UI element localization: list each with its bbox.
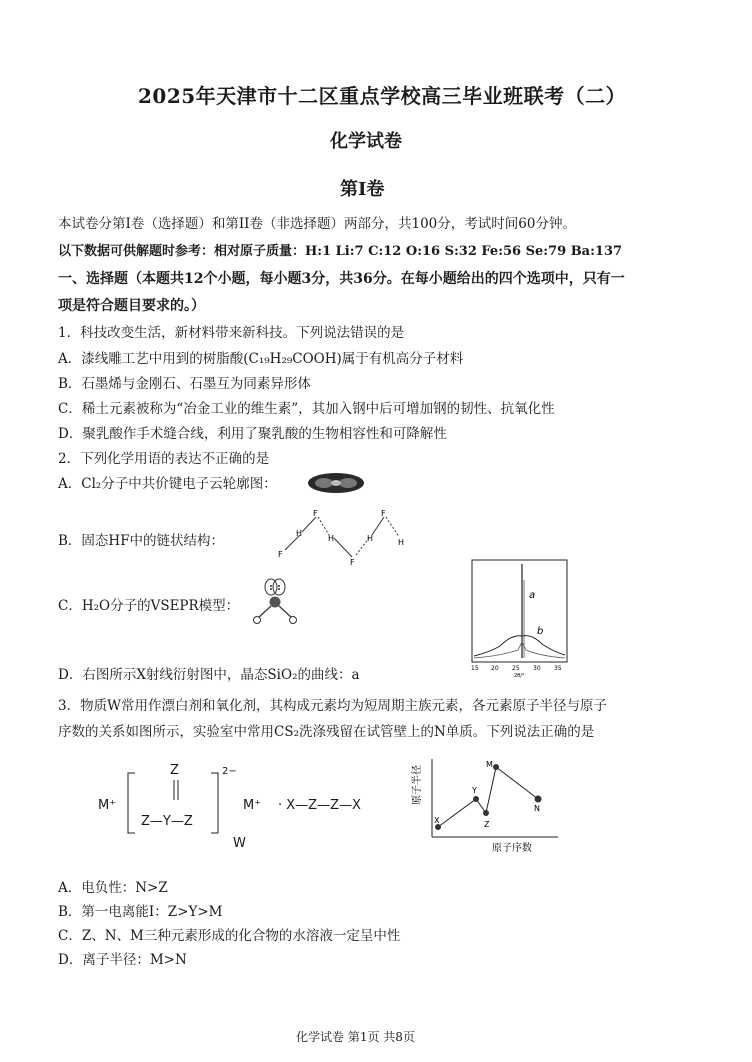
xrd-tick: 15 <box>471 665 479 672</box>
q2-option-a: A．Cl₂分子中共价键电子云轮廓图： <box>58 476 277 492</box>
intro-line-2: 以下数据可供解题时参考：相对原子质量：H:1 Li:7 C:12 O:16 S:32 Fe:56 Se:79 Ba:137 <box>58 244 623 259</box>
subject-title: 化学试卷 <box>330 131 402 152</box>
intro-line-1: 本试卷分第I卷（选择题）和第II卷（非选择题）两部分，共100分，考试时间60分钟。 <box>58 216 576 232</box>
q3-option-a: A．电负性：N>Z <box>58 880 168 896</box>
hf-atom-label: F <box>350 558 355 567</box>
q3-option-d: D．离子半径：M>N <box>58 952 187 968</box>
point-z-label: Z <box>484 820 490 829</box>
hf-atom-label: H <box>367 534 374 543</box>
xrd-axis-label: 2θ/° <box>514 673 525 678</box>
radius-atomic-number-graph <box>408 755 568 855</box>
hf-atom-label: H <box>328 534 335 543</box>
q1-option-c: C．稀土元素被称为“冶金工业的维生素”，其加入钢中后可增加钢的韧性、抗氧化性 <box>58 401 555 417</box>
section-heading-line-1: 一、选择题（本题共12个小题，每小题3分，共36分。在每小题给出的四个选项中，只有一 <box>58 271 625 287</box>
w-structure-formula <box>98 758 388 854</box>
q3-stem-line-2: 序数的关系如图所示，实验室中常用CS₂洗涤残留在试管壁上的N单质。下列说法正确的是 <box>58 724 595 740</box>
h2o-vsepr-figure <box>250 578 300 628</box>
q2-option-d: D．右图所示X射线衍射图中，晶态SiO₂的曲线：a <box>58 667 360 683</box>
q3-option-b: B．第一电离能I：Z>Y>M <box>58 904 223 920</box>
section-heading-line-2: 项是符合题目要求的。） <box>58 298 205 314</box>
hf-atom-label: F <box>381 509 386 518</box>
point-n-label: N <box>534 804 540 813</box>
point-m-label: M <box>486 760 493 769</box>
w-cation-right: M⁺ <box>243 798 262 813</box>
q1-option-d: D．聚乳酸作手术缝合线，利用了聚乳酸的生物相容性和可降解性 <box>58 426 447 442</box>
point-y-label: Y <box>472 786 477 795</box>
exam-title: 2025年天津市十二区重点学校高三毕业班联考（二） <box>138 84 627 108</box>
point-x-label: X <box>434 816 440 825</box>
page-footer: 化学试卷 第1页 共8页 <box>296 1030 415 1044</box>
cl2-electron-cloud-figure <box>306 470 366 496</box>
xrd-tick: 20 <box>491 665 499 672</box>
w-cation-left: M⁺ <box>98 798 117 813</box>
w-anion-chain: Z—Y—Z <box>141 814 193 829</box>
q3-stem-line-1: 3．物质W常用作漂白剂和氧化剂，其构成元素均为短周期主族元素，各元素原子半径与原子 <box>58 698 607 714</box>
q1-option-b: B．石墨烯与金刚石、石墨互为同素异形体 <box>58 376 311 392</box>
double-bond <box>171 780 181 802</box>
xrd-tick: 25 <box>512 665 520 672</box>
hf-atom-label: H <box>398 538 405 547</box>
q1-stem: 1．科技改变生活，新材料带来新科技。下列说法错误的是 <box>58 325 405 341</box>
graph-x-axis-label: 原子序数 <box>492 843 532 854</box>
q3-option-c: C．Z、N、M三种元素形成的化合物的水溶液一定呈中性 <box>58 928 401 944</box>
hf-chain-figure <box>268 505 428 567</box>
graph-y-axis-label: 原子半径 <box>412 765 423 805</box>
q1-option-a: A．漆线雕工艺中用到的树脂酸(C₁₉H₂₉COOH)属于有机高分子材料 <box>58 351 464 367</box>
xrd-tick: 35 <box>554 665 562 672</box>
q2-option-c: C．H₂O分子的VSEPR模型： <box>58 598 240 614</box>
xrd-diffraction-figure <box>470 558 570 678</box>
w-anion-charge: 2− <box>222 766 237 777</box>
left-bracket <box>126 772 136 834</box>
right-bracket <box>210 772 220 834</box>
w-anion-top-atom: Z <box>170 763 179 778</box>
w-label: W <box>233 836 246 851</box>
hf-atom-label: H <box>296 529 303 538</box>
q2-stem: 2．下列化学用语的表达不正确的是 <box>58 451 270 467</box>
q2-option-b: B．固态HF中的链状结构： <box>58 533 225 549</box>
volume-title: 第I卷 <box>340 179 385 200</box>
xrd-tick: 30 <box>533 665 541 672</box>
xrd-curve-b-label: b <box>537 626 544 637</box>
w-peroxide-chain: · X—Z—Z—X <box>278 798 361 813</box>
hf-atom-label: F <box>278 550 283 559</box>
hf-atom-label: F <box>313 509 318 518</box>
xrd-curve-a-label: a <box>529 590 536 601</box>
